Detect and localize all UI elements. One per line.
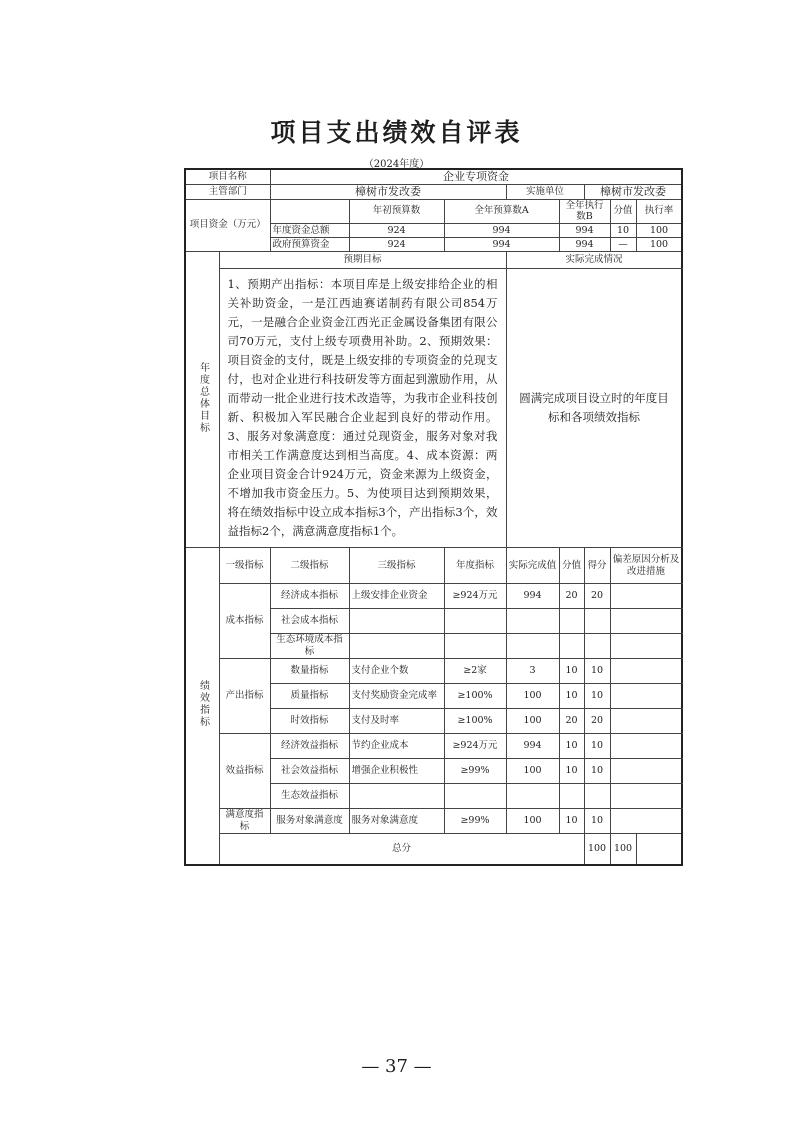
total-label: 总分: [219, 834, 584, 866]
note-cell: [610, 809, 682, 834]
level2-cell: 质量指标: [270, 684, 349, 709]
score-cell: [584, 784, 610, 809]
level1-satisfaction: 满意度指标: [219, 809, 270, 834]
actual-cell: 100: [506, 684, 559, 709]
actual-cell: [506, 784, 559, 809]
funds-cell: 924: [349, 238, 444, 252]
level3-cell: [349, 784, 444, 809]
actual-cell: 100: [506, 759, 559, 784]
project-name-row: [185, 169, 682, 184]
goals-content-row: [185, 269, 682, 548]
target-cell: ≥924万元: [444, 584, 506, 609]
score-cell: 10: [584, 734, 610, 759]
level3-cell: [349, 609, 444, 634]
note-cell: [610, 609, 682, 634]
level3-cell: 支付企业个数: [349, 659, 444, 684]
level2-cell: 社会效益指标: [270, 759, 349, 784]
score-cell: 10: [584, 759, 610, 784]
indicator-row: [185, 734, 682, 759]
actual-result-header: 实际完成情况: [506, 252, 682, 269]
actual-cell: 100: [506, 809, 559, 834]
level2-cell: 生态效益指标: [270, 784, 349, 809]
year-subtitle: （2024年度）: [363, 159, 430, 170]
dept-label: 主管部门: [185, 184, 270, 199]
funds-col-header: 年初预算数: [349, 199, 444, 224]
funds-row-label: 年度资金总额: [270, 224, 349, 238]
weight-cell: 20: [559, 584, 584, 609]
page-title: 项目支出绩效自评表: [270, 118, 523, 147]
actual-cell: 994: [506, 734, 559, 759]
level3-cell: 服务对象满意度: [349, 809, 444, 834]
note-cell: [610, 634, 682, 659]
note-cell: [610, 684, 682, 709]
actual-cell: 3: [506, 659, 559, 684]
funds-label: 项目资金（万元）: [185, 199, 270, 252]
indicator-row: [185, 659, 682, 684]
indicator-col-header: 得分: [584, 548, 610, 584]
funds-row-label: 政府预算资金: [270, 238, 349, 252]
project-name-label: 项目名称: [185, 169, 270, 184]
weight-cell: [559, 634, 584, 659]
planned-goal-header: 预期目标: [219, 252, 506, 269]
page-number: — 37 —: [361, 1056, 432, 1077]
note-cell: [610, 659, 682, 684]
level3-cell: 节约企业成本: [349, 734, 444, 759]
score-cell: 10: [584, 684, 610, 709]
note-cell: [610, 584, 682, 609]
funds-cell: 994: [444, 224, 559, 238]
level3-cell: 增强企业积极性: [349, 759, 444, 784]
note-cell: [610, 709, 682, 734]
funds-cell: —: [610, 238, 636, 252]
level2-cell: 数量指标: [270, 659, 349, 684]
total-score: 100: [610, 834, 636, 866]
score-cell: 20: [584, 584, 610, 609]
level2-cell: 经济成本指标: [270, 584, 349, 609]
funds-cell: 924: [349, 224, 444, 238]
total-weight: 100: [584, 834, 610, 866]
planned-goal-text: 1、预期产出指标：本项目库是上级安排给企业的相关补助资金，一是江西迪赛诺制药有限公司854万元，一是融合企业资金江西光正金属设备集团有限公司70万元，支付上级专项费用补助。2、预期效果：项目资金的支付，既是上级安排的专项资金的兑现支付，也对企业进行科技研发等方面起到激励作用，从而带动一批企业进行技术改造等，为我市企业科技创新、积极加入军民融合企业起到良好的带动作用。3、服务对象满意度：通过兑现资金，服务对象对我市相关工作满意度达到相当高度。4、成本资源：两企业项目资金合计924万元，资金来源为上级资金，不增加我市资金压力。5、为使项目达到预期效果，将在绩效指标中设立成本指标3个，产出指标3个，效益指标2个，满意满意度指标1个。: [219, 269, 506, 548]
target-cell: [444, 784, 506, 809]
impl-label: 实施单位: [506, 184, 584, 199]
goals-section-text: 年度总体目标: [197, 361, 209, 434]
level2-cell: 生态环境成本指标: [270, 634, 349, 659]
score-cell: 20: [584, 709, 610, 734]
total-row: [185, 834, 682, 866]
level1-output: 产出指标: [219, 659, 270, 734]
level2-cell: 服务对象满意度: [270, 809, 349, 834]
weight-cell: 10: [559, 684, 584, 709]
indicator-header-row: [185, 548, 682, 584]
score-cell: 10: [584, 809, 610, 834]
indicator-col-header: 年度指标: [444, 548, 506, 584]
funds-cell: 994: [444, 238, 559, 252]
funds-cell: 994: [559, 238, 610, 252]
funds-cell: 10: [610, 224, 636, 238]
funds-col-header: 全年预算数A: [444, 199, 559, 224]
weight-cell: 10: [559, 659, 584, 684]
indicator-row: [185, 809, 682, 834]
indicators-section-label: [185, 548, 219, 866]
score-cell: [584, 634, 610, 659]
actual-cell: [506, 634, 559, 659]
total-note: [636, 834, 682, 866]
indicators-section-text: 绩效指标: [197, 680, 209, 729]
weight-cell: 10: [559, 734, 584, 759]
project-name-value: 企业专项资金: [270, 169, 682, 184]
weight-cell: 10: [559, 759, 584, 784]
indicator-col-header: 二级指标: [270, 548, 349, 584]
target-cell: ≥2家: [444, 659, 506, 684]
note-cell: [610, 734, 682, 759]
impl-value: 樟树市发改委: [584, 184, 682, 199]
funds-cell: 100: [636, 238, 682, 252]
indicator-col-header: 三级指标: [349, 548, 444, 584]
weight-cell: [559, 784, 584, 809]
level3-cell: 上级安排企业资金: [349, 584, 444, 609]
level2-cell: 经济效益指标: [270, 734, 349, 759]
target-cell: [444, 634, 506, 659]
funds-header-row: [185, 199, 682, 224]
indicator-col-header: 分值: [559, 548, 584, 584]
target-cell: ≥100%: [444, 709, 506, 734]
funds-cell: 994: [559, 224, 610, 238]
target-cell: ≥924万元: [444, 734, 506, 759]
note-cell: [610, 784, 682, 809]
level1-cost: 成本指标: [219, 584, 270, 659]
weight-cell: 20: [559, 709, 584, 734]
level3-cell: [349, 634, 444, 659]
target-cell: ≥99%: [444, 809, 506, 834]
funds-col-header: 全年执行数B: [559, 199, 610, 224]
actual-result-text: 圆满完成项目设立时的年度目标和各项绩效指标: [506, 269, 682, 548]
level3-cell: 支付及时率: [349, 709, 444, 734]
dept-value: 樟树市发改委: [270, 184, 506, 199]
department-row: [185, 184, 682, 199]
evaluation-table: [184, 168, 683, 866]
score-cell: 10: [584, 659, 610, 684]
funds-col-header: 执行率: [636, 199, 682, 224]
indicator-col-header: 一级指标: [219, 548, 270, 584]
indicator-row: [185, 584, 682, 609]
level2-cell: 时效指标: [270, 709, 349, 734]
indicator-col-header: 实际完成值: [506, 548, 559, 584]
actual-cell: 100: [506, 709, 559, 734]
target-cell: ≥99%: [444, 759, 506, 784]
level1-benefit: 效益指标: [219, 734, 270, 809]
funds-cell: 100: [636, 224, 682, 238]
goals-header-row: [185, 252, 682, 269]
target-cell: [444, 609, 506, 634]
weight-cell: 10: [559, 809, 584, 834]
level2-cell: 社会成本指标: [270, 609, 349, 634]
actual-cell: [506, 609, 559, 634]
note-cell: [610, 759, 682, 784]
actual-cell: 994: [506, 584, 559, 609]
score-cell: [584, 609, 610, 634]
goals-section-label: [185, 252, 219, 548]
weight-cell: [559, 609, 584, 634]
target-cell: ≥100%: [444, 684, 506, 709]
indicator-col-header: 偏差原因分析及改进措施: [610, 548, 682, 584]
funds-col-header: 分值: [610, 199, 636, 224]
level3-cell: 支付奖励资金完成率: [349, 684, 444, 709]
